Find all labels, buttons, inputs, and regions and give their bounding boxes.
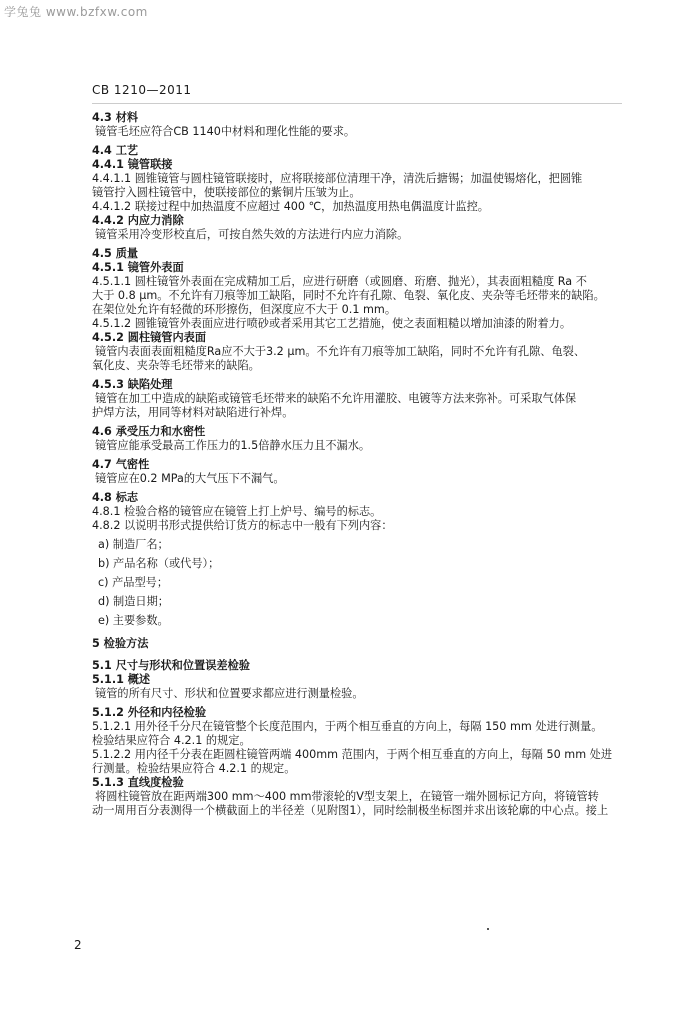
heading-5-1-2: 5.1.2 外径和内径检验	[92, 706, 207, 719]
heading-4-6: 4.6 承受压力和水密性	[92, 425, 206, 438]
page-number: 2	[74, 938, 82, 952]
heading-4-5-3: 4.5.3 缺陷处理	[92, 378, 173, 391]
clause-4-8-2: 4.8.2 以说明书形式提供给订货方的标志中一般有下列内容：	[92, 519, 393, 532]
body-text: 行测量。检验结果应符合 4.2.1 的规定。	[92, 762, 296, 775]
heading-4-4-2: 4.4.2 内应力消除	[92, 214, 184, 227]
clause-4-8-1: 4.8.1 检验合格的镜管应在镜管上打上炉号、编号的标志。	[92, 505, 382, 518]
body-text: 氧化皮、夹杂等毛坯带来的缺陷。	[92, 359, 260, 372]
clause-4-5-1-2: 4.5.1.2 圆锥镜管外表面应进行喷砂或者采用其它工艺措施，使之表面粗糙以增加油漆的附着力。	[92, 317, 572, 330]
heading-4-7: 4.7 气密性	[92, 458, 150, 471]
heading-4-4-1: 4.4.1 镜管联接	[92, 158, 173, 171]
list-item: a) 制造厂名；	[98, 538, 169, 551]
clause-4-4-1-2: 4.4.1.2 联接过程中加热温度不应超过 400 ℃，加热温度用热电偶温度计监控。	[92, 200, 489, 213]
heading-4-3: 4.3 材料	[92, 111, 139, 124]
body-text: 镜管的所有尺寸、形状和位置要求都应进行测量检验。	[95, 687, 364, 700]
list-item: e) 主要参数。	[98, 614, 169, 627]
heading-4-5-1: 4.5.1 镜管外表面	[92, 261, 184, 274]
heading-4-4: 4.4 工艺	[92, 144, 139, 157]
body-text: 镜管毛坯应符合CB 1140中材料和理化性能的要求。	[95, 125, 356, 138]
heading-5-1: 5.1 尺寸与形状和位置误差检验	[92, 659, 250, 672]
body-text: 镜管内表面表面粗糙度Ra应不大于3.2 μm。不允许有刀痕等加工缺陷，同时不允许有孔隙、龟裂、	[95, 345, 586, 358]
standard-header: CB 1210—2011	[92, 83, 192, 97]
body-text: 镜管应能承受最高工作压力的1.5倍静水压力且不漏水。	[95, 439, 371, 452]
body-text: 检验结果应符合 4.2.1 的规定。	[92, 734, 251, 747]
body-text: 镜管应在0.2 MPa的大气压下不漏气。	[95, 472, 285, 485]
heading-4-8: 4.8 标志	[92, 491, 139, 504]
clause-5-1-2-2: 5.1.2.2 用内径千分表在距圆柱镜管两端 400mm 范围内，于两个相互垂直的方向上，每隔 50 mm 处进	[92, 748, 613, 761]
body-text: 在架位处允许有轻微的环形擦伤，但深度应不大于 0.1 mm。	[92, 303, 397, 316]
heading-5-1-3: 5.1.3 直线度检验	[92, 776, 184, 789]
clause-4-4-1-1: 4.4.1.1 圆锥镜管与圆柱镜管联接时，应将联接部位清理干净，清洗后搪锡；加温使锡熔化，把圆锥	[92, 172, 583, 185]
watermark: 学兔兔 www.bzfxw.com	[4, 5, 148, 19]
body-text: 镜管采用冷变形校直后，可按自然失效的方法进行内应力消除。	[95, 228, 409, 241]
list-item: b) 产品名称（或代号）；	[98, 557, 220, 570]
body-text: 镜管拧入圆柱镜管中，使联接部位的紫铜片压皱为止。	[92, 186, 361, 199]
clause-4-5-1-1: 4.5.1.1 圆柱镜管外表面在完成精加工后，应进行研磨（或圆磨、珩磨、抛光），其表面粗糙度 Ra 不	[92, 275, 587, 288]
clause-5-1-2-1: 5.1.2.1 用外径千分尺在镜管整个长度范围内，于两个相互垂直的方向上，每隔 150 mm 处进行测量。	[92, 720, 603, 733]
body-text: 镜管在加工中造成的缺陷或镜管毛坯带来的缺陷不允许用灌胶、电镀等方法来弥补。可采取气体保	[95, 392, 577, 405]
body-text: 护焊方法，用同等材料对缺陷进行补焊。	[92, 406, 294, 419]
body-text: 动一周用百分表测得一个横截面上的半径差（见附图1），同时绘制极坐标图并求出该轮廓的中心点。接上	[92, 804, 609, 817]
scan-speck	[487, 928, 489, 930]
list-item: d) 制造日期；	[98, 595, 169, 608]
body-text: 大于 0.8 μm。不允许有刀痕等加工缺陷，同时不允许有孔隙、龟裂、氧化皮、夹杂等毛坯带来的缺陷。	[92, 289, 605, 302]
document-body	[92, 103, 662, 818]
body-text: 将圆柱镜管放在距两端300 mm～400 mm带滚轮的V型支架上，在镜管一端外圆标记方向，将镜管转	[95, 790, 599, 803]
list-item: c) 产品型号；	[98, 576, 169, 589]
heading-4-5: 4.5 质量	[92, 247, 139, 260]
heading-5: 5 检验方法	[92, 637, 149, 650]
heading-5-1-1: 5.1.1 概述	[92, 673, 151, 686]
heading-4-5-2: 4.5.2 圆柱镜管内表面	[92, 331, 207, 344]
